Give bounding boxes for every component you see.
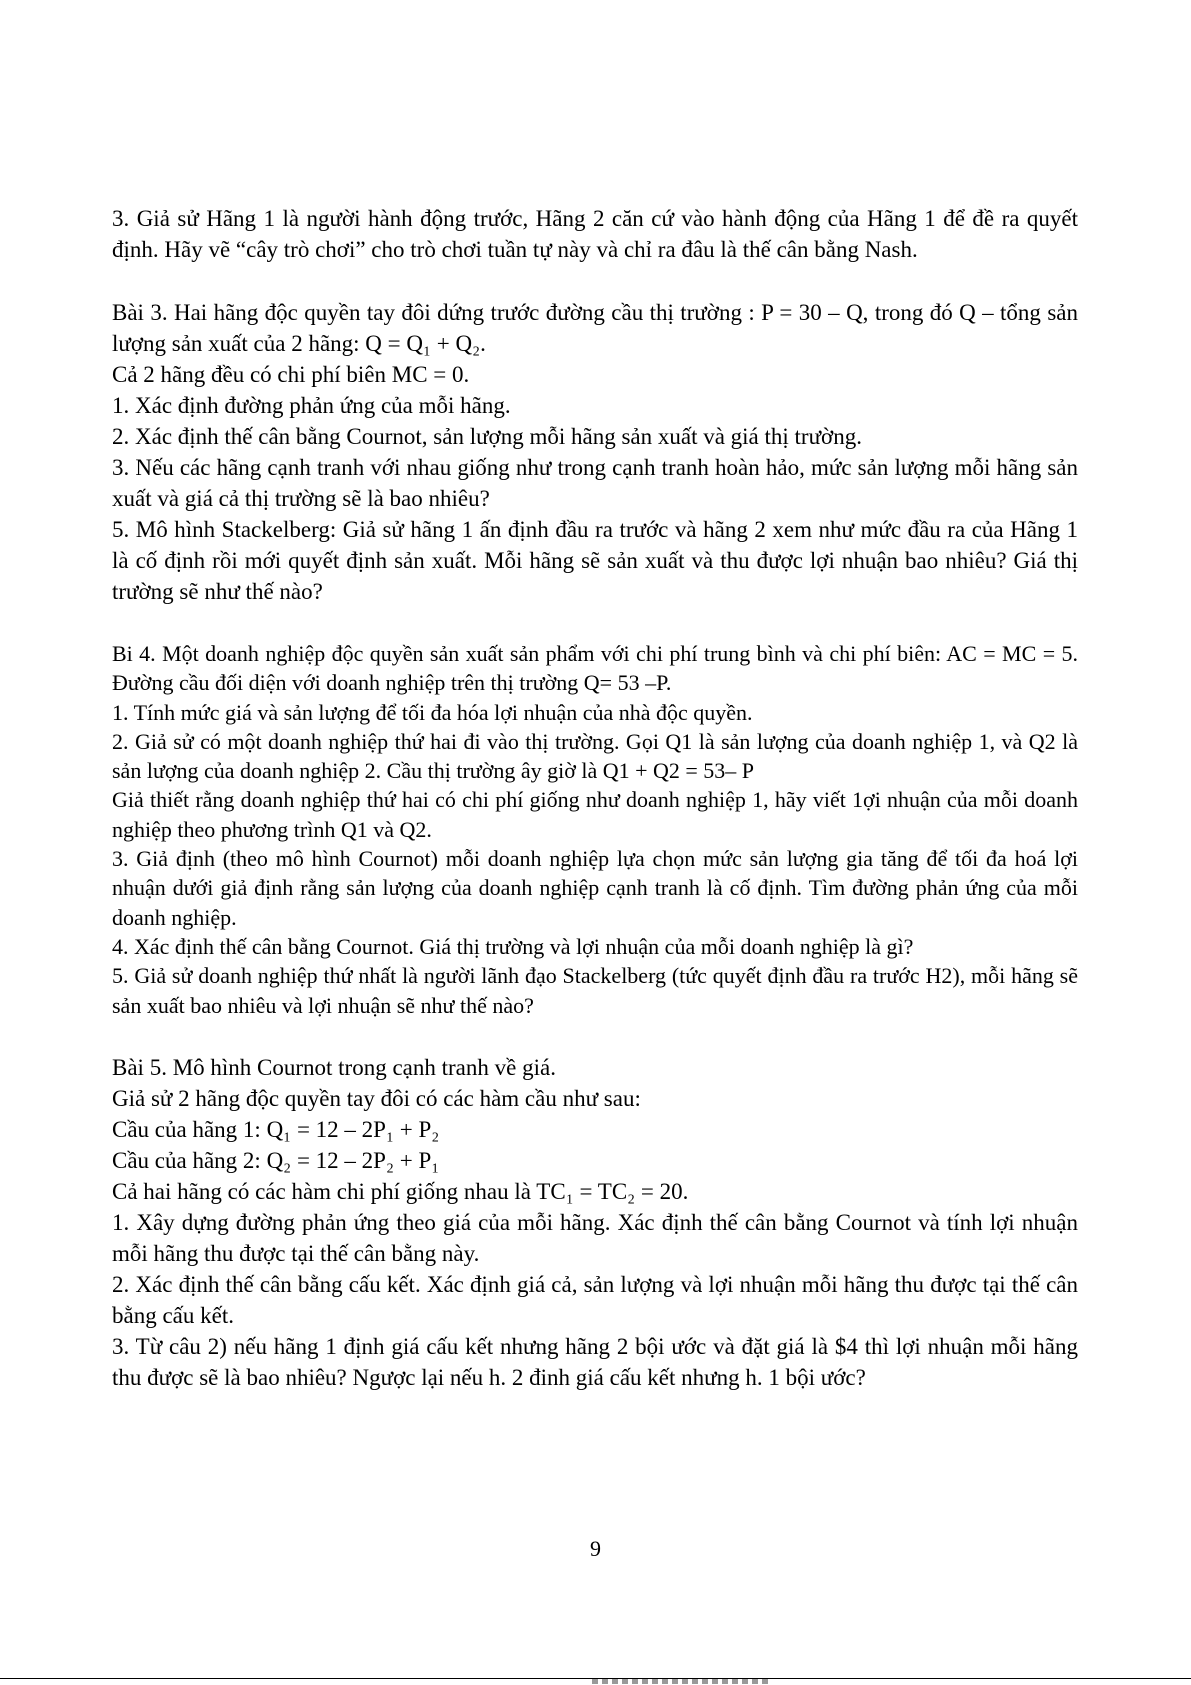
question-item: 1. Xây dựng đường phản ứng theo giá của mỗi hãng. Xác định thế cân bằng Cournot và tính lợi nhuận mỗi hãng thu được tại thế cân bằng này. [112,1209,1078,1266]
paragraph: Giả thiết rằng doanh nghiệp thứ hai có chi phí giống như doanh nghiệp 1, hãy viết 1ợi nhuận của mỗi doanh nghiệp theo phương trình Q1 và Q2. [112,787,1078,842]
exercise-heading: Bài 5. Mô hình Cournot trong cạnh tranh về giá. [112,1054,556,1080]
question-item: 1. Tính mức giá và sản lượng để tối đa hóa lợi nhuận của nhà độc quyền. [112,699,753,725]
exercise-heading: Bi 4. Một doanh nghiệp độc quyền sản xuất sản phẩm với chi phí trung bình và chi phí biên: AC = MC = 5. Đường cầu đối diện với doanh nghiệp trên thị trường Q= 53 –P. [112,641,1078,696]
cost-equation: Cả hai hãng có các hàm chi phí giống nhau là TC₁ = TC₂ = 20. [112,1178,689,1204]
question-item: 1. Xác định đường phản ứng của mỗi hãng. [112,393,511,418]
footer-mark [592,1679,772,1684]
question-item: 2. Xác định thế cân bằng Cournot, sản lượng mỗi hãng sản xuất và giá thị trường. [112,424,862,449]
question-item: 3. Nếu các hãng cạnh tranh với nhau giống như trong cạnh tranh hoàn hảo, mức sản lượng mỗi hãng sản xuất và giá cả thị trường sẽ là bao nhiêu? [112,455,1078,511]
paragraph: 3. Giả sử Hãng 1 là người hành động trước, Hãng 2 căn cứ vào hành động của Hãng 1 để đề ra quyết định. Hãy vẽ “cây trò chơi” cho trò chơi tuần tự này và chỉ ra đâu là thế cân bằng Nash. [112,206,1078,262]
section-q3-game-tree [112,203,1078,265]
demand-equation: Cầu của hãng 1: Q₁ = 12 – 2P₁ + P₂ [112,1116,440,1142]
section-bai-4 [112,639,1078,1020]
section-bai-5 [112,1052,1078,1393]
question-item: 2. Xác định thế cân bằng cấu kết. Xác định giá cả, sản lượng và lợi nhuận mỗi hãng thu được tại thế cân bằng cấu kết. [112,1271,1078,1328]
question-item: 4. Xác định thế cân bằng Cournot. Giá thị trường và lợi nhuận của mỗi doanh nghiệp là gì? [112,933,914,959]
question-item: 3. Từ câu 2) nếu hãng 1 định giá cấu kết nhưng hãng 2 bội ước và đặt giá là $4 thì lợi nhuận mỗi hãng thu được sẽ là bao nhiêu? Ngược lại nếu h. 2 đinh giá cấu kết nhưng h. 1 bội ước? [112,1333,1078,1390]
page-number: 9 [590,1536,601,1561]
paragraph: Cả 2 hãng đều có chi phí biên MC = 0. [112,362,470,387]
question-item: 5. Giả sử doanh nghiệp thứ nhất là người lãnh đạo Stackelberg (tức quyết định đầu ra trước H2), mỗi hãng sẽ sản xuất bao nhiêu và lợi nhuận sẽ như thế nào? [112,963,1078,1018]
paragraph: Giả sử 2 hãng độc quyền tay đôi có các hàm cầu như sau: [112,1085,641,1111]
question-item: 2. Giả sử có một doanh nghiệp thứ hai đi vào thị trường. Gọi Q1 là sản lượng của doanh nghiệp 1, và Q2 là sản lượng của doanh nghiệp 2. Cầu thị trường ây giờ là Q1 + Q2 = 53– P [112,728,1078,784]
page-content [112,203,1078,1425]
demand-equation: Cầu của hãng 2: Q₂ = 12 – 2P₂ + P₁ [112,1147,440,1173]
question-item: 5. Mô hình Stackelberg: Giả sử hãng 1 ấn định đầu ra trước và hãng 2 xem như mức đầu ra của Hãng 1 là cố định rồi mới quyết định sản xuất. Mỗi hãng sẽ sản xuất và thu được lợi nhuận bao nhiêu? Giá thị trường sẽ như thế nào? [112,517,1078,604]
question-item: 3. Giả định (theo mô hình Cournot) mỗi doanh nghiệp lựa chọn mức sản lượng gia tăng để tối đa hoá lợi nhuận dưới giả định rằng sản lượng của doanh nghiệp cạnh tranh là cố định. Tìm đường phản ứng của mỗi doanh nghiệp. [112,846,1078,930]
exercise-heading: Bài 3. Hai hãng độc quyền tay đôi dứng trước đường cầu thị trường : P = 30 – Q, trong đó Q – tổng sản lượng sản xuất của 2 hãng: Q = Q₁ + Q₂. [112,300,1078,356]
section-bai-3 [112,297,1078,607]
